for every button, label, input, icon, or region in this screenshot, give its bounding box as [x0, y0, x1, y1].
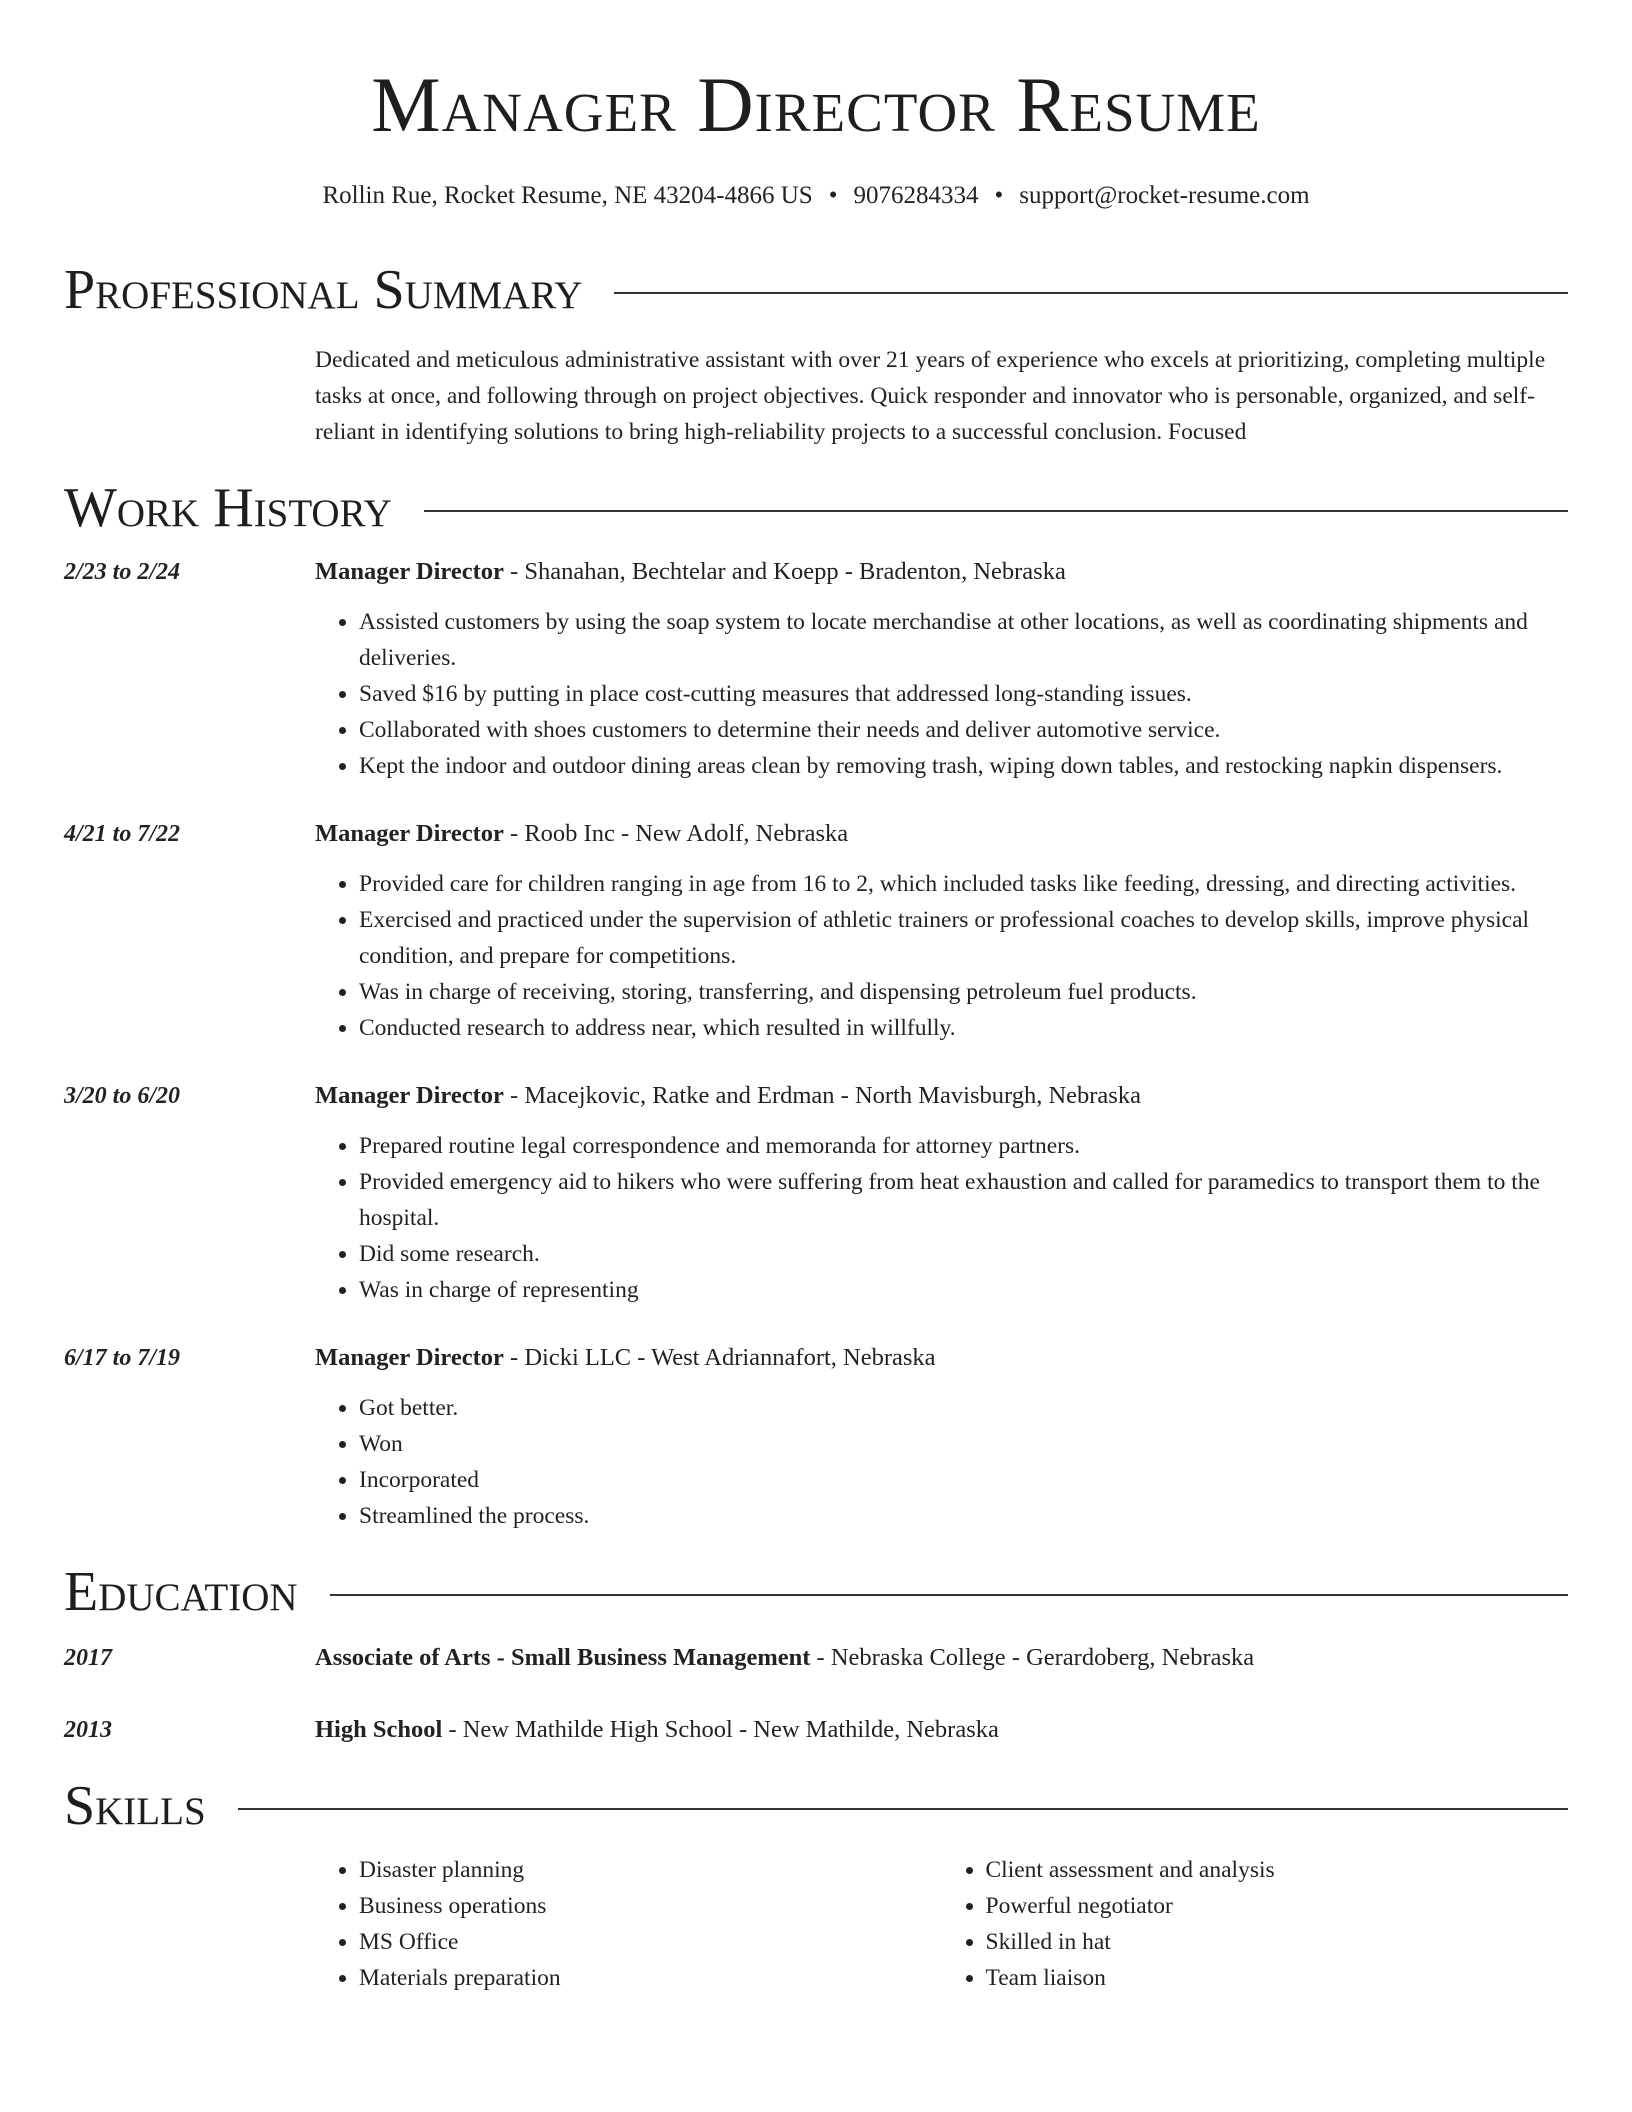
- job-bullets: [315, 866, 1568, 1046]
- contact-email: support@rocket-resume.com: [1019, 182, 1310, 209]
- section-title-work-history: Work History: [64, 477, 392, 539]
- contact-separator: •: [828, 182, 838, 209]
- summary-text: Dedicated and meticulous administrative assistant with over 21 years of experience who excels at prioritizing, completing multiple tasks at once, and following through on project objectives. Quick responder and innovator who is personable, organized, and self-reliant in identifying solutions to bring high-reliability projects to a successful conclusion. Focused: [315, 347, 1546, 445]
- section-title-summary: Professional Summary: [64, 259, 583, 321]
- job-bullet: • Got better.: [359, 1390, 1568, 1426]
- job-bullets: [315, 1390, 1568, 1534]
- section-title-skills: Skills: [64, 1775, 206, 1837]
- skill-item: • Client assessment and analysis: [986, 1852, 1569, 1888]
- education-entry: [64, 1640, 1568, 1676]
- job-title: Manager Director: [315, 558, 504, 585]
- job-bullet: • Prepared routine legal correspondence and memoranda for attorney partners.: [359, 1128, 1568, 1164]
- job-employer-location: - Dicki LLC - West Adriannafort, Nebraska: [503, 1344, 936, 1371]
- job-body: [315, 816, 1568, 1046]
- job-body: [315, 1340, 1568, 1534]
- section-header-summary: [64, 259, 1568, 321]
- job-bullet: • Exercised and practiced under the supervision of athletic trainers or professional coaches to develop skills, improve physical condition, and prepare for competitions.: [359, 902, 1568, 974]
- job-heading: [315, 554, 1568, 590]
- job-bullet: • Assisted customers by using the soap system to locate merchandise at other locations, as well as coordinating shipments and deliveries.: [359, 604, 1568, 676]
- job-entry: [64, 1078, 1568, 1308]
- job-bullet: • Provided emergency aid to hikers who were suffering from heat exhaustion and called for paramedics to transport them to the hospital.: [359, 1164, 1568, 1236]
- job-entry: [64, 1340, 1568, 1534]
- job-heading: [315, 1340, 1568, 1376]
- job-dates: 6/17 to 7/19: [64, 1345, 181, 1371]
- skill-item: • Business operations: [359, 1888, 942, 1924]
- job-title: Manager Director: [315, 820, 504, 847]
- job-dates: 3/20 to 6/20: [64, 1083, 181, 1109]
- skill-item: • Materials preparation: [359, 1960, 942, 1996]
- job-bullet: • Was in charge of representing: [359, 1272, 1568, 1308]
- section-divider: [614, 292, 1568, 294]
- job-heading: [315, 816, 1568, 852]
- section-divider: [424, 510, 1568, 512]
- education-entry: [64, 1712, 1568, 1748]
- job-heading: [315, 1078, 1568, 1114]
- job-employer-location: - Roob Inc - New Adolf, Nebraska: [503, 820, 849, 847]
- education-degree: High School: [315, 1716, 443, 1743]
- resume-page: [64, 0, 1568, 1996]
- contact-line: [64, 182, 1568, 210]
- job-bullet: • Saved $16 by putting in place cost-cutting measures that addressed long-standing issues.: [359, 676, 1568, 712]
- work-history-list: [64, 554, 1568, 1534]
- job-bullet: • Collaborated with shoes customers to determine their needs and deliver automotive service.: [359, 712, 1568, 748]
- job-bullet: • Provided care for children ranging in age from 16 to 2, which included tasks like feeding, dressing, and directing activities.: [359, 866, 1568, 902]
- skill-item: • Team liaison: [986, 1960, 1569, 1996]
- job-employer-location: - Shanahan, Bechtelar and Koepp - Bradenton, Nebraska: [503, 558, 1066, 585]
- education-school-location: - Nebraska College - Gerardoberg, Nebraska: [810, 1644, 1255, 1671]
- job-entry: [64, 816, 1568, 1046]
- job-bullet: • Won: [359, 1426, 1568, 1462]
- education-degree: Associate of Arts - Small Business Management: [315, 1644, 811, 1671]
- job-bullet: • Incorporated: [359, 1462, 1568, 1498]
- job-body: [315, 1078, 1568, 1308]
- job-bullet: • Was in charge of receiving, storing, transferring, and dispensing petroleum fuel products.: [359, 974, 1568, 1010]
- job-bullet: • Streamlined the process.: [359, 1498, 1568, 1534]
- section-divider: [238, 1808, 1568, 1810]
- education-year: 2013: [64, 1717, 112, 1743]
- job-dates: 4/21 to 7/22: [64, 821, 181, 847]
- skill-item: • Skilled in hat: [986, 1924, 1569, 1960]
- education-heading: [315, 1640, 1568, 1676]
- contact-phone: 9076284334: [853, 182, 979, 209]
- section-header-education: [64, 1561, 1568, 1623]
- job-employer-location: - Macejkovic, Ratke and Erdman - North Mavisburgh, Nebraska: [503, 1082, 1141, 1109]
- skill-item: • MS Office: [359, 1924, 942, 1960]
- skill-item: • Disaster planning: [359, 1852, 942, 1888]
- section-header-skills: [64, 1775, 1568, 1837]
- job-dates: 2/23 to 2/24: [64, 559, 181, 585]
- education-school-location: - New Mathilde High School - New Mathilde, Nebraska: [442, 1716, 999, 1743]
- education-heading: [315, 1712, 1568, 1748]
- skills-columns: [315, 1852, 1568, 1996]
- education-list: [64, 1640, 1568, 1748]
- job-bullets: [315, 1128, 1568, 1308]
- job-entry: [64, 554, 1568, 784]
- job-bullet: • Did some research.: [359, 1236, 1568, 1272]
- resume-title: Manager Director Resume: [371, 61, 1261, 148]
- section-divider: [330, 1594, 1568, 1596]
- section-title-education: Education: [64, 1561, 298, 1623]
- education-year: 2017: [64, 1645, 112, 1671]
- skill-item: • Powerful negotiator: [986, 1888, 1569, 1924]
- skills-list-right: [942, 1852, 1569, 1996]
- skills-list-left: [315, 1852, 942, 1996]
- job-bullets: [315, 604, 1568, 784]
- job-bullet: • Kept the indoor and outdoor dining areas clean by removing trash, wiping down tables, and restocking napkin dispensers.: [359, 748, 1568, 784]
- contact-separator: •: [994, 182, 1004, 209]
- section-header-work-history: [64, 477, 1568, 539]
- job-title: Manager Director: [315, 1082, 504, 1109]
- contact-address: Rollin Rue, Rocket Resume, NE 43204-4866 US: [322, 182, 813, 209]
- job-bullet: • Conducted research to address near, which resulted in willfully.: [359, 1010, 1568, 1046]
- job-title: Manager Director: [315, 1344, 504, 1371]
- job-body: [315, 554, 1568, 784]
